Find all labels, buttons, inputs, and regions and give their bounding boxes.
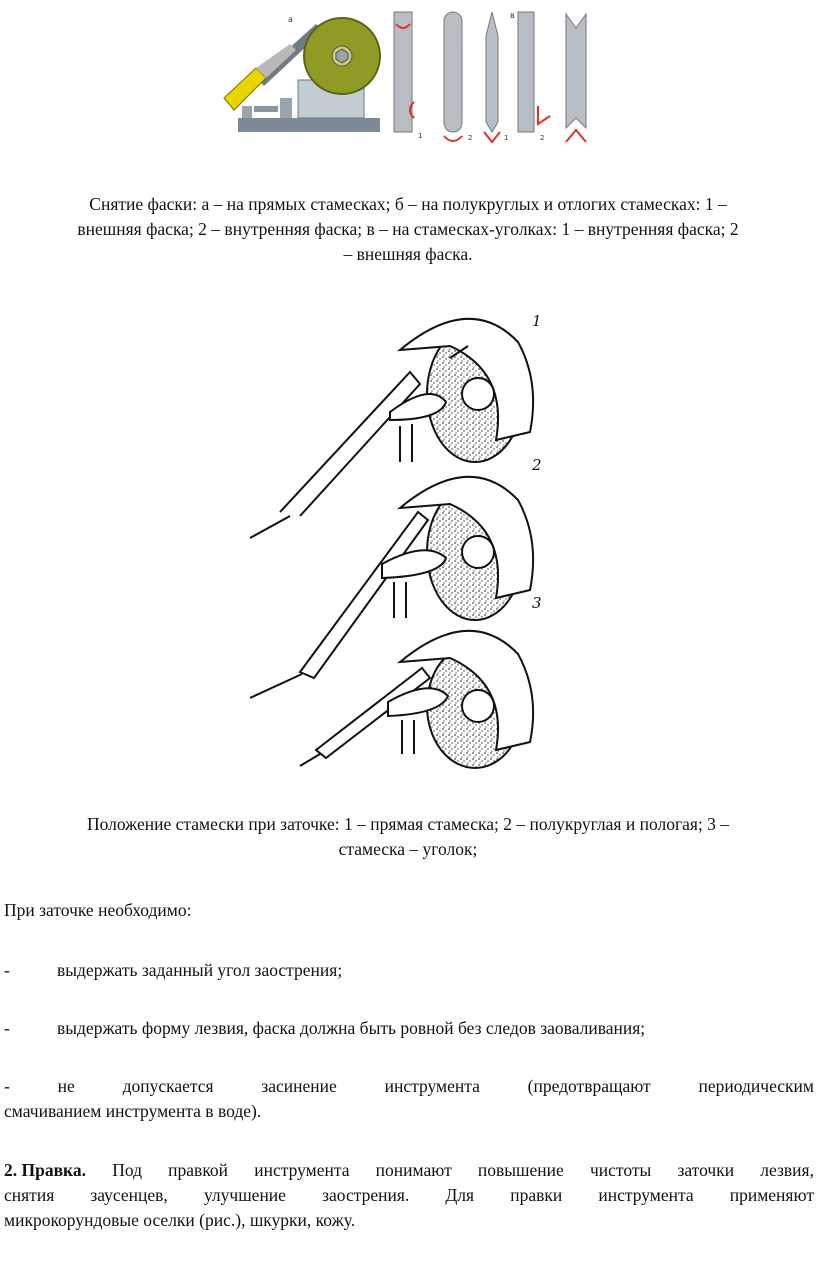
figure2-caption-line: стамеска – уголок; bbox=[338, 839, 478, 859]
paragraph-line bbox=[4, 1183, 814, 1208]
chamfer-figure bbox=[220, 6, 600, 150]
figure1-caption-line: Снятие фаски: а – на прямых стамесках; б – на полукруглых и отлогих стамесках: 1 – bbox=[89, 194, 727, 214]
word: инструмента bbox=[384, 1076, 480, 1096]
word: заострения. bbox=[322, 1185, 410, 1205]
word: правки bbox=[510, 1185, 563, 1205]
position-label-1: 1 bbox=[532, 312, 542, 330]
edit-paragraph bbox=[4, 1158, 814, 1233]
word: Для bbox=[445, 1185, 475, 1205]
position-label-2: 2 bbox=[532, 456, 542, 474]
list-item bbox=[4, 1074, 814, 1124]
figure2-caption bbox=[0, 812, 816, 862]
paragraph-line: микрокорундовые оселки (рис.), шкурки, кожу. bbox=[4, 1210, 356, 1230]
word: инструмента bbox=[598, 1185, 694, 1205]
word: периодическим bbox=[698, 1076, 814, 1096]
word: применяют bbox=[729, 1185, 814, 1205]
word: допускается bbox=[122, 1076, 214, 1096]
label-v-1: 1 bbox=[504, 134, 509, 142]
label-a: а bbox=[288, 15, 293, 24]
word: засинение bbox=[261, 1076, 337, 1096]
word: заточки bbox=[677, 1160, 735, 1180]
figure1-caption-line: внешняя фаска; 2 – внутренняя фаска; в – на стамесках-уголках: 1 – внутренняя фаска; 2 bbox=[77, 219, 739, 239]
bullet-text-line bbox=[4, 1074, 814, 1099]
intro-text: При заточке необходимо: bbox=[4, 900, 192, 920]
word: чистоты bbox=[589, 1160, 652, 1180]
word: правкой bbox=[168, 1160, 229, 1180]
label-v-2: 2 bbox=[540, 134, 545, 142]
word: Под bbox=[112, 1160, 142, 1180]
bullet-text: выдержать форму лезвия, фаска должна быть ровной без следов заоваливания; bbox=[57, 1018, 646, 1038]
bullet-text-line: смачиванием инструмента в воде). bbox=[4, 1101, 262, 1121]
word: понимают bbox=[375, 1160, 452, 1180]
label-b-2: 2 bbox=[468, 134, 473, 142]
figure1-caption-line: – внешняя фаска. bbox=[343, 244, 473, 264]
word: повышение bbox=[477, 1160, 564, 1180]
label-v: в bbox=[510, 11, 515, 20]
word: не bbox=[57, 1076, 75, 1096]
sharpening-positions-figure bbox=[250, 302, 600, 770]
word: заусенцев, bbox=[90, 1185, 168, 1205]
word: (предотвращают bbox=[527, 1076, 651, 1096]
bullet-marker: - bbox=[4, 1076, 10, 1096]
label-b-1: 1 bbox=[418, 132, 423, 140]
bullet-marker: - bbox=[4, 960, 10, 980]
figure1-caption bbox=[0, 192, 816, 267]
paragraph-line bbox=[4, 1158, 814, 1183]
word: снятия bbox=[4, 1185, 55, 1205]
word: лезвия, bbox=[760, 1160, 814, 1180]
figure2-caption-line: Положение стамески при заточке: 1 – прямая стамеска; 2 – полукруглая и пологая; 3 – bbox=[86, 814, 730, 834]
section-heading: 2. Правка. bbox=[4, 1160, 86, 1180]
bullet-text: выдержать заданный угол заострения; bbox=[57, 960, 343, 980]
bullet-marker: - bbox=[4, 1018, 10, 1038]
position-label-3: 3 bbox=[532, 594, 542, 612]
word: улучшение bbox=[203, 1185, 286, 1205]
word: инструмента bbox=[254, 1160, 350, 1180]
